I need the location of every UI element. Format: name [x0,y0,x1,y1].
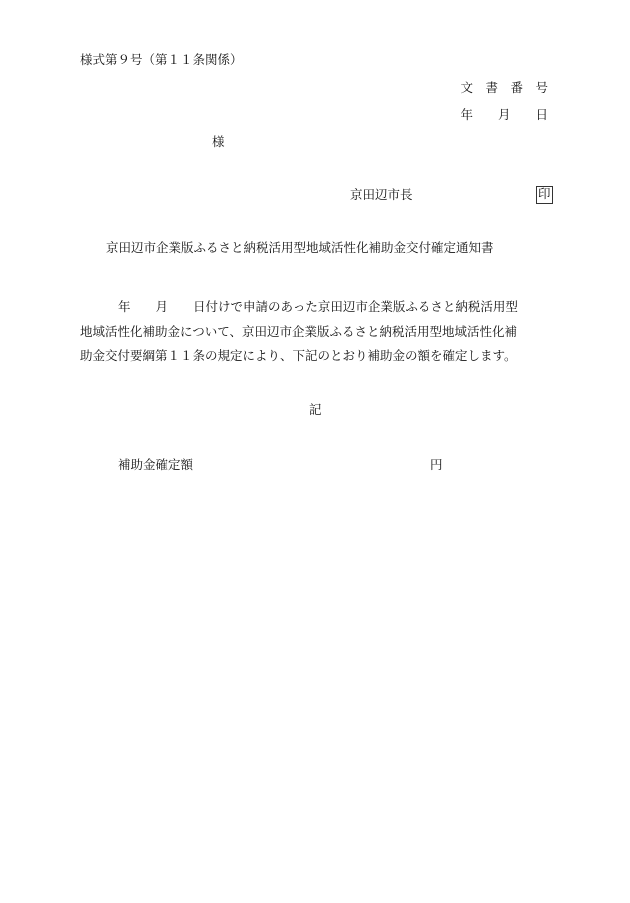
ki-heading: 記 [309,402,322,417]
date-label: 年 月 日 [460,107,548,122]
body-paragraph [80,295,550,369]
body-line-3: 助金交付要綱第１１条の規定により、下記のとおり補助金の額を確定します。 [80,348,517,364]
seal-text: 印 [536,186,553,204]
body-line-2: 地域活性化補助金について、京田辺市企業版ふるさと納税活用型地域活性化補 [80,323,518,339]
amount-label: 補助金確定額 [118,457,194,472]
document-number-label: 文 書 番 号 [460,80,548,95]
body-line-1: 年 月 日付けで申請のあった京田辺市企業版ふるさと納税活用型 [118,299,518,314]
document-title: 京田辺市企業版ふるさと納税活用型地域活性化補助金交付確定通知書 [106,240,494,255]
form-number: 様式第９号（第１１条関係） [80,52,243,67]
amount-unit: 円 [430,457,443,472]
recipient-suffix: 様 [212,134,225,149]
issuer-name: 京田辺市長 [350,187,413,202]
seal-mark [536,186,553,204]
